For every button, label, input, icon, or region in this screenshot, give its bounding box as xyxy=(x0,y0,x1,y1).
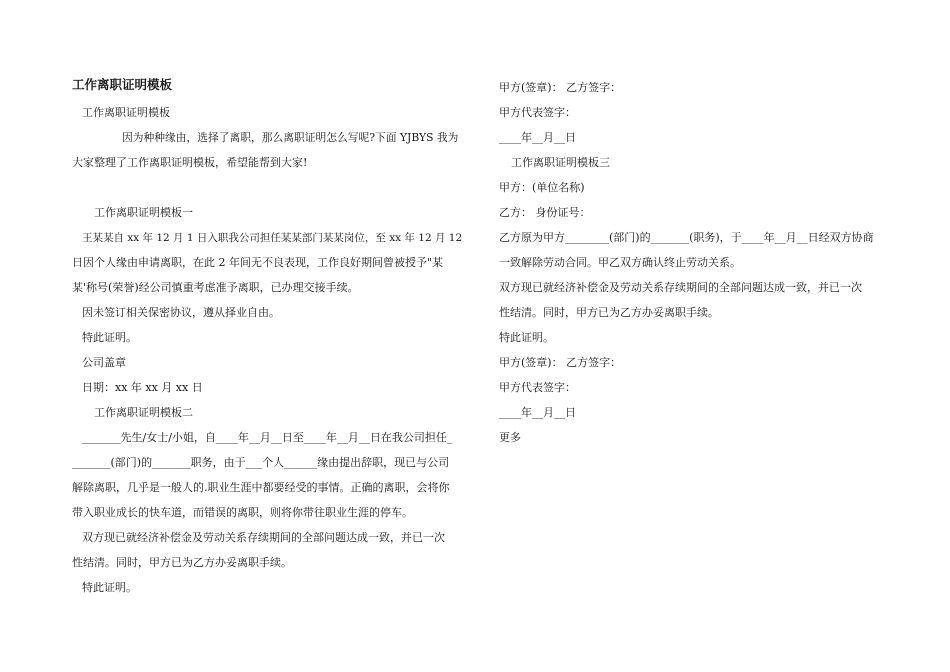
representative-line-1: 甲方代表签字： xyxy=(499,106,576,119)
template-3-line-2: 一致解除劳动合同。甲乙双方确认终止劳动关系。 xyxy=(499,256,741,269)
template-1-line-4: 因未签订相关保密协议，遵从择业自由。 xyxy=(82,306,280,319)
template-3-line-4: 性结清。同时，甲方已为乙方办妥离职手续。 xyxy=(499,306,719,319)
template-3-party-b: 乙方： 身份证号： xyxy=(499,206,591,219)
template-2-certify: 特此证明。 xyxy=(82,581,137,594)
template-2-line-3: 解除离职，几乎是一般人的.职业生涯中都要经受的事情。正确的离职，会将你 xyxy=(72,481,450,494)
template-3-line-1: 乙方原为甲方________(部门)的_______(职务)，于____年__月__日经双方协商 xyxy=(499,231,874,244)
template-2-line-2: _______(部门)的_______职务，由于___个人______缘由提出辞职，现已与公司 xyxy=(72,456,450,469)
template-1-line-1: 王某某自 xx 年 12 月 1 日入职我公司担任某某部门某某岗位，至 xx 年 12 月 12 xyxy=(82,232,463,244)
date-line-1: ____年__月__日 xyxy=(499,131,576,144)
template-1-date: 日期：xx 年 xx 月 xx 日 xyxy=(82,381,203,394)
template-3-certify: 特此证明。 xyxy=(499,331,554,344)
document-title: 工作离职证明模板 xyxy=(72,77,173,92)
template-2-line-4: 带入职业成长的快车道，而错误的离职，则将你带往职业生涯的停车。 xyxy=(72,506,413,519)
signature-line-2: 甲方(签章)： 乙方签字： xyxy=(499,356,622,369)
template-1-line-2: 日因个人缘由申请离职，在此 2 年间无不良表现，工作良好期间曾被授予"某 xyxy=(72,256,444,269)
representative-line-2: 甲方代表签字： xyxy=(499,381,576,394)
template-3-heading: 工作离职证明模板三 xyxy=(511,156,610,169)
template-2-line-6: 性结清。同时，甲方已为乙方办妥离职手续。 xyxy=(72,556,292,569)
template-3-party-a: 甲方：(单位名称) xyxy=(499,181,585,194)
template-1-heading: 工作离职证明模板一 xyxy=(94,206,193,219)
intro-line-1: 因为种种缘由，选择了离职，那么离职证明怎么写呢?下面 YJBYS 我为 xyxy=(122,131,459,144)
template-1-certify: 特此证明。 xyxy=(82,331,137,344)
template-2-line-5: 双方现已就经济补偿金及劳动关系存续期间的全部问题达成一致，并已一次 xyxy=(82,531,445,544)
date-line-2: ____年__月__日 xyxy=(499,406,576,419)
more-link[interactable]: 更多 xyxy=(499,431,521,444)
subtitle: 工作离职证明模板 xyxy=(82,106,170,119)
template-2-line-1: _______先生/女士/小姐，自____年__月__日至____年__月__日在我公司担任_ xyxy=(82,431,453,444)
signature-line-1: 甲方(签章)： 乙方签字： xyxy=(499,81,622,94)
template-2-heading: 工作离职证明模板二 xyxy=(94,406,193,419)
template-1-line-3: 某'称号(荣誉)经公司慎重考虑准予离职，已办理交接手续。 xyxy=(72,281,359,294)
intro-line-2: 大家整理了工作离职证明模板，希望能帮到大家! xyxy=(72,156,308,169)
template-1-seal: 公司盖章 xyxy=(82,356,126,369)
template-3-line-3: 双方现已就经济补偿金及劳动关系存续期间的全部问题达成一致，并已一次 xyxy=(499,281,862,294)
